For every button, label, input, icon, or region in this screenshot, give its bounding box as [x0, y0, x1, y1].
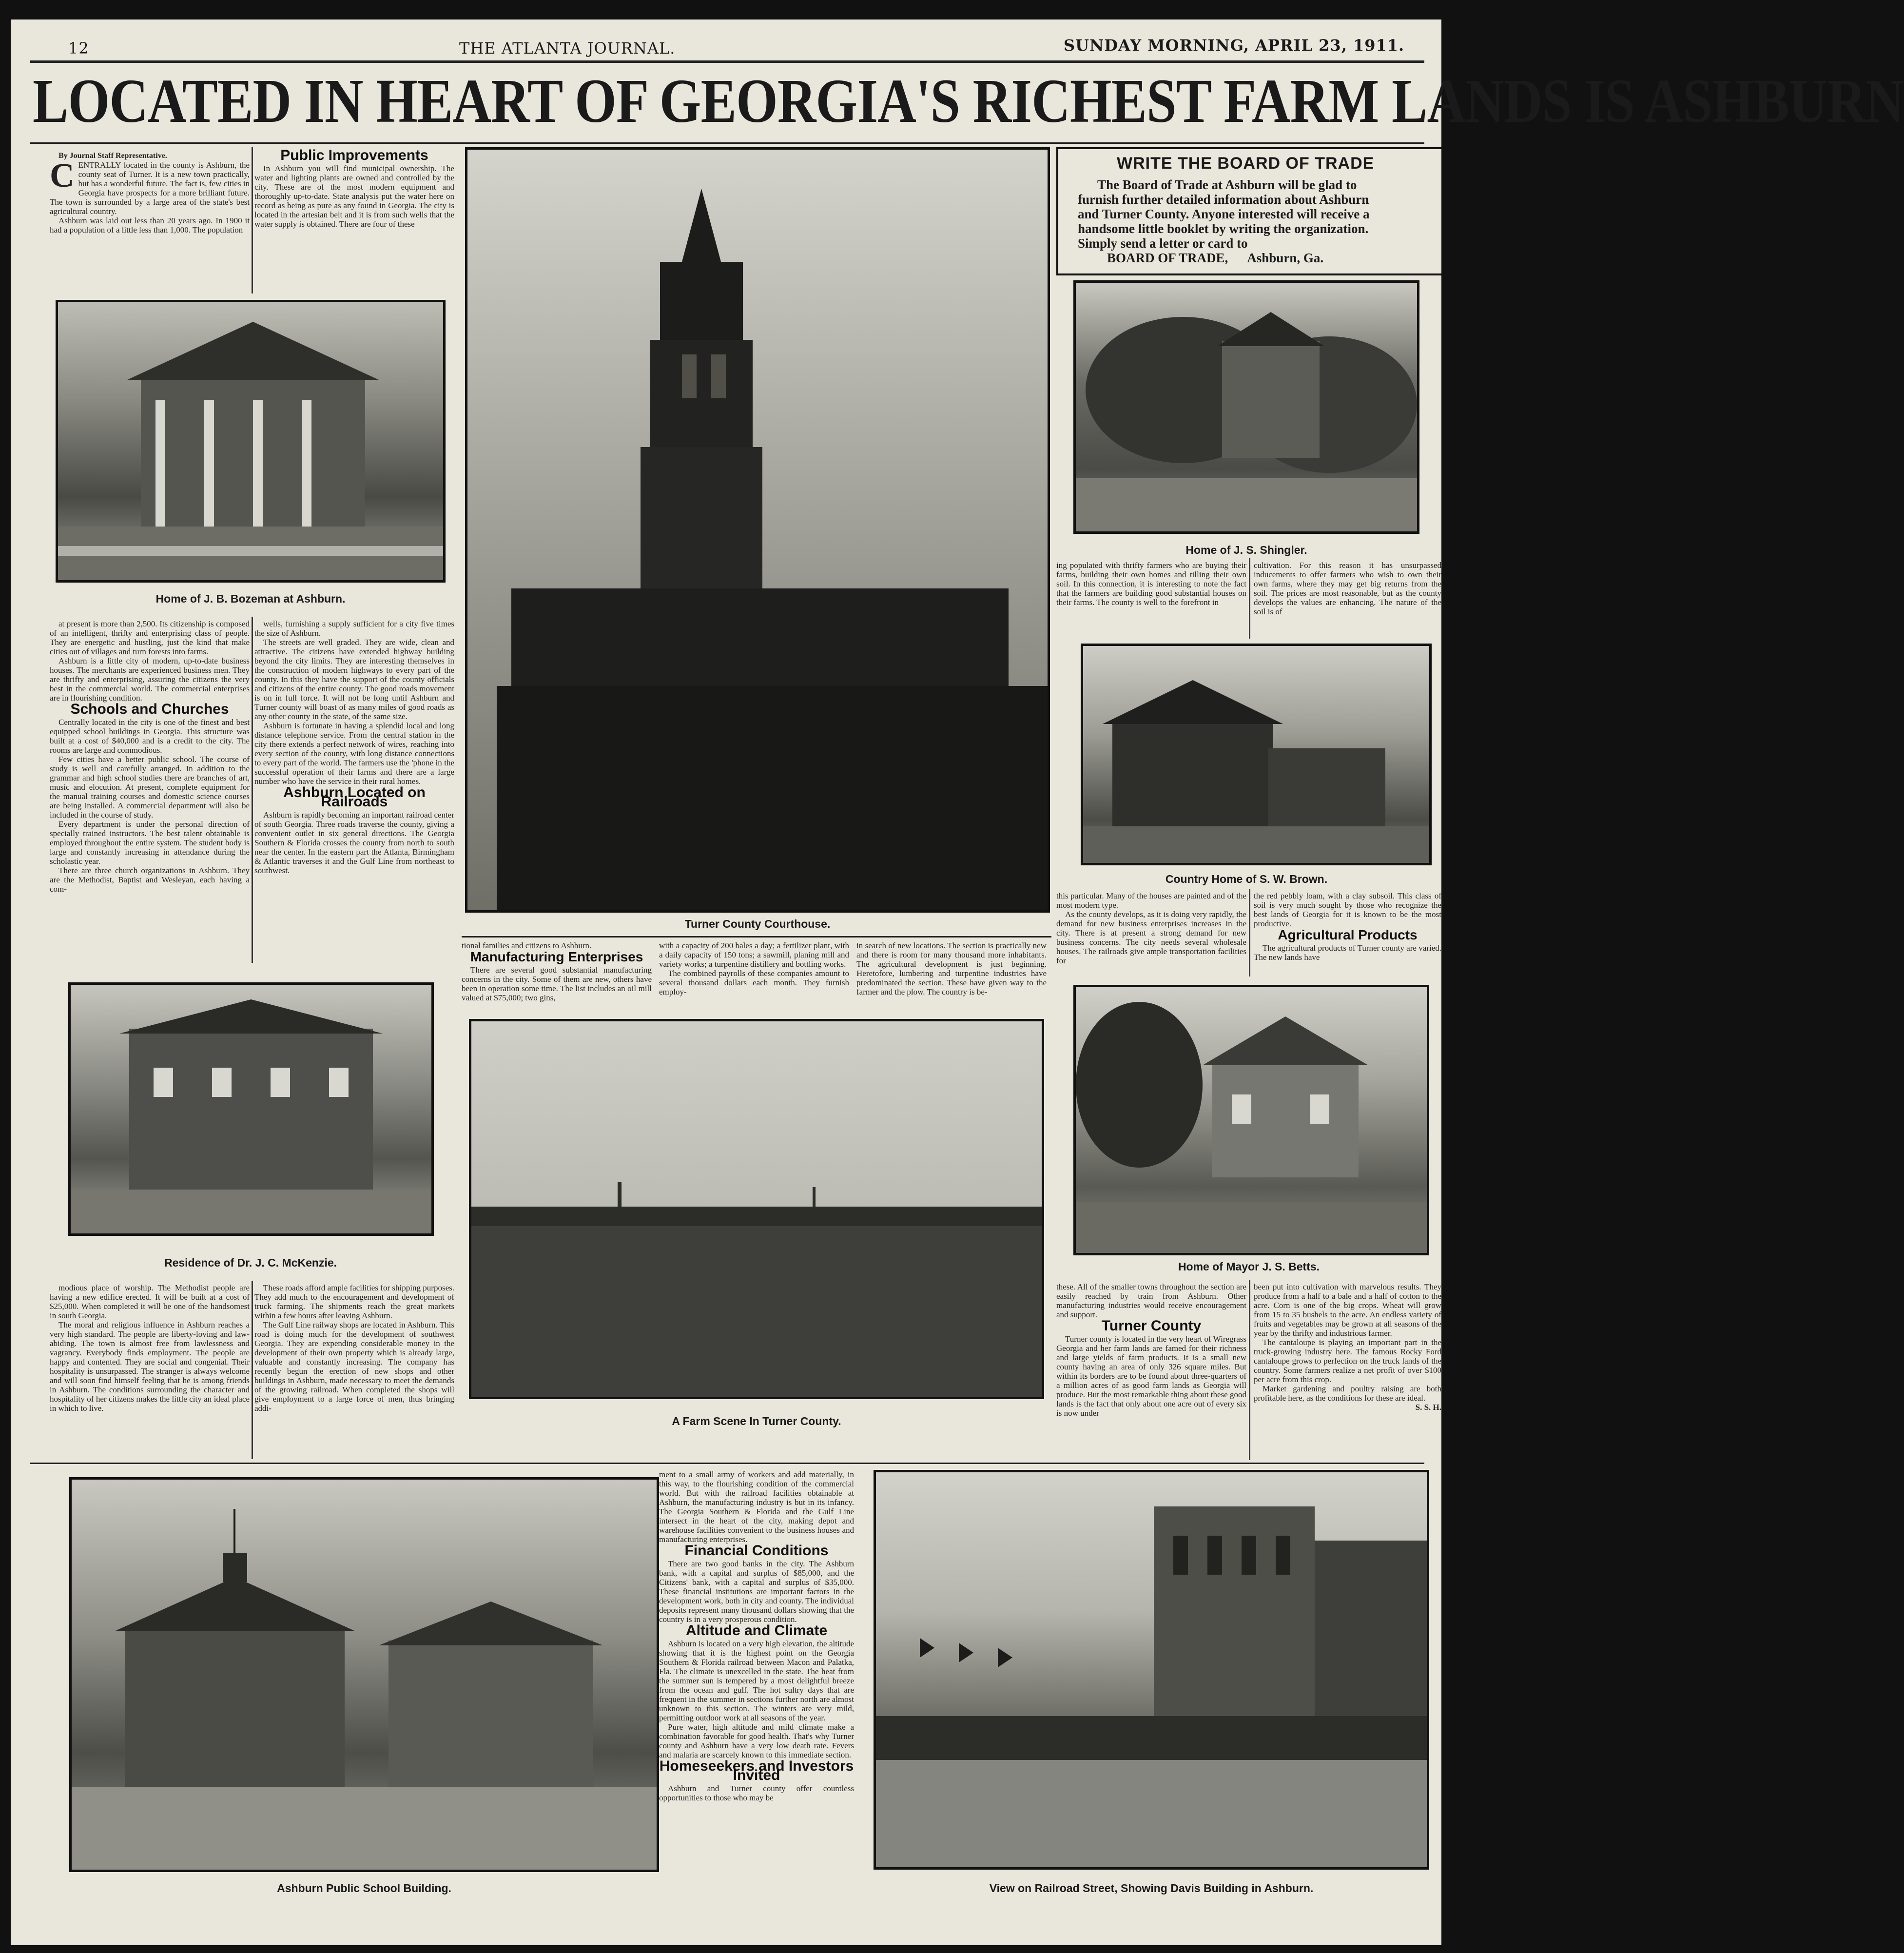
main-headline: LOCATED IN HEART OF GEORGIA'S RICHEST FARM LANDS IS ASHBURN [33, 66, 1904, 136]
byline: By Journal Staff Representative. [58, 152, 167, 160]
board-of-trade-box [1056, 147, 1445, 275]
col2-low-text: These roads afford ample facilities for shipping purposes. They add much to the encouragement and development of truck farming. The shipments reach the great markets within a few hours after leaving Ashburn. [254, 1283, 454, 1320]
photo-bozeman-home [56, 300, 446, 583]
board-line-1: The Board of Trade at Ashburn will be glad to [1097, 177, 1357, 192]
caption-railroad-street: View on Railroad Street, Showing Davis Building in Ashburn. [989, 1882, 1314, 1894]
right-b-text: cultivation. For this reason it has unsurpassed inducements to offer farmers who wish to own their own farms, where they may get big returns from the soil. The prices are most reasonable, but as the county develops the values are enhancing. The nature of the soil is of [1254, 561, 1441, 616]
right-c-text-2: As the county develops, as it is doing very rapidly, the demand for new business enterprises increases in the city. There is at present a strong demand for new business concerns. The city needs several wholesale houses. The railroads give ample transportation facilities for [1056, 910, 1246, 965]
farm-field-illustration [471, 1021, 1042, 1397]
right-b-column [1254, 561, 1441, 639]
subhead-agricultural: Agricultural Products [1278, 927, 1418, 942]
col1-low-text: modious place of worship. The Methodist people are having a new edifice erected. It will be built at a cost of $25,000. When completed it will be one of the handsomest in south Georgia. [50, 1283, 250, 1320]
col2-low-text-2: The Gulf Line railway shops are located in Ashburn. This road is doing much for the development of southwest Georgia. They are expending considerable money in the development of their own property which is already large, valuable and constantly increasing. The company has recently begun the erection of new shops and other buildings in Ashburn, made necessary to meet the demands of the growing railroad. When completed the shops will give employment to a large force of men, thus bringing addi- [254, 1320, 454, 1413]
intro-column [50, 151, 250, 293]
caption-mckenzie: Residence of Dr. J. C. McKenzie. [164, 1256, 337, 1269]
intro-text-2: Ashburn was laid out less than 20 years ago. In 1900 it had a population of a little less than 1,000. The population [50, 216, 250, 234]
issue-date: SUNDAY MORNING, APRIL 23, 1911. [1064, 36, 1405, 55]
courthouse-illustration [467, 150, 1048, 910]
center-low-text: ment to a small army of workers and add materially, in this way, to the flourishing condition of the commercial world. But with the railroad facilities obtainable at Ashburn, the manufacturing industry is but in its infancy. The Georgia Southern & Florida and the Gulf Line intersect in the heart of the city, making depot and warehouse facilities convenient to the business houses and manufacturing enterprises. [659, 1470, 854, 1544]
photo-farm-scene [469, 1019, 1044, 1399]
right-f-text: been put into cultivation with marvelous results. They produce from a half to a bale and a half of cotton to the acre. Corn is one of the big crops. Wheat will grow from 15 to 35 bushels to the acre. An endless variety of fruits and vegetables may be grown at all seasons of the year by the thrifty and industrious farmer. [1254, 1282, 1441, 1338]
manufacturing-text: There are several good substantial manufacturing concerns in the city. Some of them are new, others have been in operation some time. The list includes an oil mill valued at $75,000; two gins, [462, 965, 652, 1002]
betts-house-illustration [1076, 987, 1427, 1253]
financial-text: There are two good banks in the city. The Ashburn bank, with a capital and surplus of $85,000, and the Citizens' bank, with a capital and surplus of $35,000. These financial institutions are important factors in the development work, both in city and county. The individual deposits represent many thousand dollars showing that the country is in a very prosperous condition. [659, 1559, 854, 1624]
right-d-column [1254, 891, 1441, 976]
col2-mid-text-3: Ashburn is fortunate in having a splendid local and long distance telephone service. From the central station in the city there extends a perfect network of wires, reaching into every section of the county, with long distance connections to every part of the world. The farmers use the 'phone in the successful operation of their farms and there are a large number who have the service in their rural homes. [254, 721, 454, 786]
subhead-homeseekers: Homeseekers and Investors Invited [659, 1758, 854, 1783]
agricultural-text: The agricultural products of Turner county are varied. The new lands have [1254, 943, 1441, 962]
intro-text: ENTRALLY located in the county is Ashburn, the county seat of Turner. It is a new town practically, but has a wonderful future. The fact is, few cities in Georgia have prospects for a more brilliant future. The town is surrounded by a large area of the state's best agricultural country. [50, 160, 250, 216]
subhead-schools: Schools and Churches [70, 701, 229, 717]
masthead-rule [30, 60, 1424, 63]
photo-courthouse [465, 147, 1050, 913]
turner-county-column [1056, 1282, 1246, 1460]
schools-text-3: Every department is under the personal direction of specially trained instructors. The best talent obtainable is employed throughout the entire system. The student body is large and constantly increasing in attendance during the scholastic year. [50, 820, 250, 866]
column-rule-4 [1249, 558, 1250, 639]
column-rule-3 [252, 1281, 253, 1459]
turner-county-text: Turner county is located in the very heart of Wiregrass Georgia and her farm lands are famed for their richness and large yields of farm products. It is a small new county having an area of only 326 square miles. But within its borders are to be found about three-quarters of a million acres of as good farm lands as Georgia will produce. But the most remarkable thing about these good lands is the fact that only about one acre out of every six is now under [1056, 1334, 1246, 1418]
column-rule-6 [1249, 1280, 1250, 1460]
subhead-railroads: Ashburn Located on Railroads [283, 784, 426, 810]
right-d-text: the red pebbly loam, with a clay subsoil. This class of soil is very much sought by those who recognize the best lands of Georgia for it is known to be the most productive. [1254, 891, 1441, 928]
public-improvements-text: In Ashburn you will find municipal ownership. The water and lighting plants are owned and controlled by the city. These are of the most modern equipment and thoroughly up-to-date. State analysis put the water here on record as being as pure as any found in Georgia. The city is located in the artesian belt and it is from such wells that the water supply is obtained. There are four of these [254, 164, 454, 229]
schools-text-2: Few cities have a better public school. The course of study is well and carefully arranged. In addition to the grammar and high school studies there are branches of art, music and elocution. At present, complete equipment for the manual training courses and domestic science courses are being installed. A commercial department will also be included in the course of study. [50, 755, 250, 820]
board-signature: BOARD OF TRADE, Ashburn, Ga. [1107, 251, 1324, 265]
board-line-4: handsome little booklet by writing the organization. [1078, 221, 1369, 236]
subhead-turner-county: Turner County [1101, 1318, 1202, 1334]
photo-betts-home [1073, 985, 1429, 1255]
col1-low-text-2: The moral and religious influence in Ashburn reaches a very high standard. The people are liberty-loving and law-abiding. The town is almost free from lawlessness and vagrancy. Everybody finds employment. The people are happy and contented. They are social and congenial. Their hospitality is unsurpassed. The stranger is always welcome and will soon find himself feeling that he is among friends in Ashburn. The conditions surrounding the character and hospitality of her citizens makes the little city an ideal place in which to live. [50, 1320, 250, 1413]
caption-school: Ashburn Public School Building. [277, 1882, 451, 1894]
caption-bozeman: Home of J. B. Bozeman at Ashburn. [155, 592, 346, 605]
board-line-2: furnish further detailed information about Ashburn [1078, 192, 1369, 207]
column-rule-5 [1249, 889, 1250, 976]
homeseekers-text: Ashburn and Turner county offer countless opportunities to those who may be [659, 1784, 854, 1802]
right-a-text: ing populated with thrifty farmers who are buying their farms, building their own homes and tilling their own soil. In this connection, it is interesting to note the fact that the farmers are building good substantial houses on their farms. The county is well to the forefront in [1056, 561, 1246, 607]
paper-name: THE ATLANTA JOURNAL. [459, 39, 676, 58]
mckenzie-house-illustration [71, 985, 431, 1233]
churches-text: There are three church organizations in Ashburn. They are the Methodist, Baptist and Wesleyan, each having a com- [50, 866, 250, 894]
photo-mckenzie-residence [68, 982, 434, 1236]
photo-railroad-street [874, 1470, 1429, 1870]
center-b-text-2: The combined payrolls of these companies amount to several thousand dollars each month. They furnish employ- [659, 969, 849, 996]
caption-shingler: Home of J. S. Shingler. [1185, 544, 1307, 556]
drop-cap: C [50, 157, 75, 195]
subhead-public-improvements: Public Improvements [280, 147, 428, 163]
railroads-text: Ashburn is rapidly becoming an important railroad center of south Georgia. Three roads traverse the county, giving a convenient outlet in six general directions. The Georgia Southern & Florida crosses the county from north to south near the center. In the eastern part the Atlanta, Birmingham & Atlantic traverses it and the Gulf Line from northeast to southwest. [254, 810, 454, 875]
roads-column [254, 619, 454, 960]
manufacturing-column [462, 941, 652, 1026]
right-c-text: this particular. Many of the houses are painted and of the most modern type. [1056, 891, 1246, 910]
right-c-column [1056, 891, 1246, 976]
photo-brown-country-home [1081, 644, 1432, 865]
right-a-column [1056, 561, 1246, 639]
caption-betts: Home of Mayor J. S. Betts. [1178, 1260, 1320, 1273]
caption-brown: Country Home of S. W. Brown. [1165, 873, 1328, 885]
railroad-shops-column [254, 1283, 454, 1459]
board-line-5: Simply send a letter or card to [1078, 236, 1248, 251]
caption-farm: A Farm Scene In Turner County. [672, 1415, 841, 1427]
religion-column [50, 1283, 250, 1459]
right-e-text: these. All of the smaller towns throughout the section are easily reached by train from Ashburn. Other manufacturing industries would receive encouragement and support. [1056, 1282, 1246, 1319]
page-number: 12 [68, 39, 89, 58]
lower-section-rule [30, 1463, 1424, 1464]
railroad-street-illustration [876, 1472, 1427, 1867]
schools-column [50, 619, 250, 960]
column-rule-1 [252, 147, 253, 293]
public-improvements-column [254, 149, 454, 293]
headline-rule [30, 142, 1424, 144]
board-line-3: and Turner County. Anyone interested will receive a [1078, 207, 1370, 221]
subhead-financial: Financial Conditions [684, 1543, 829, 1559]
crops-column [1254, 1282, 1441, 1460]
altitude-text: Ashburn is located on a very high elevation, the altitude showing that it is the highest point on the Georgia Southern & Florida railroad between Macon and Palatka, Fla. The climate is unexcelled in the state. The heat from the summer sun is tempered by a most delightful breeze from the ocean and gulf. The hot sultry days that are frequent in the summer in sections further north are almost unknown to this section. The winters are very mild, permitting outdoor work at all seasons of the year. [659, 1639, 854, 1722]
caption-courthouse: Turner County Courthouse. [684, 918, 831, 930]
school-building-illustration [72, 1480, 657, 1870]
center-c-text: in search of new locations. The section is practically new and there is room for many thousand more inhabitants. The agricultural development is just beginning. Heretofore, lumbering and turpentine industries have predominated the section. These have given way to the farmer and the plow. The country is be- [856, 941, 1047, 996]
new-locations-column [856, 941, 1047, 1026]
subhead-altitude: Altitude and Climate [685, 1622, 828, 1639]
column-rule-2 [252, 617, 253, 963]
financial-column [659, 1470, 854, 1940]
right-f-text-2: The cantaloupe is playing an important part in the truck-growing industry here. The famous Rocky Ford cantaloupe grows to perfection on the truck lands of the country. Some farmers realize a net profit of over $100 per acre from this crop. [1254, 1338, 1441, 1384]
photo-shingler-home [1073, 280, 1419, 534]
col2-mid-text: wells, furnishing a supply sufficient for a city five times the size of Ashburn. [254, 619, 454, 638]
center-b-text: with a capacity of 200 bales a day; a fertilizer plant, with a daily capacity of 150 tons; a sawmill, planing mill and variety works; a turpentine distillery and bottling works. [659, 941, 849, 969]
brown-house-illustration [1083, 646, 1429, 863]
newspaper-page [11, 20, 1904, 1945]
subhead-manufacturing: Manufacturing Enterprises [470, 949, 643, 964]
col2-mid-text-2: The streets are well graded. They are wide, clean and attractive. The citizens have extended highway building beyond the city limits. They are interesting themselves in the construction of modern highways to every part of the county. In this they have the support of the county officials and citizens of the entire county. The good roads movement is on in full force. It will not be long until Ashburn and Turner county will boast of as many miles of good roads as any other county in the state, of the same size. [254, 638, 454, 721]
schools-text: Centrally located in the city is one of the finest and best equipped school buildings in Georgia. This structure was built at a cost of $40,000 and is a credit to the city. The rooms are large and commodious. [50, 718, 250, 755]
center-rule [462, 936, 1051, 937]
right-f-text-3: Market gardening and poultry raising are both profitable here, as the conditions for these are ideal. [1254, 1384, 1441, 1403]
center-a-text: tional families and citizens to Ashburn. [462, 941, 592, 950]
payroll-column [659, 941, 849, 1026]
col1-mid-text: at present is more than 2,500. Its citizenship is composed of an intelligent, thrifty and enterprising class of people. They are energetic and hustling, just the kind that make cities out of villages and turn forests into farms. [50, 619, 250, 656]
col1-mid-text-2: Ashburn is a little city of modern, up-to-date business houses. The merchants are experienced business men. They are thrifty and enterprising, assuring the citizens the very best in the commercial world. The commercial enterprises are in flourishing condition. [50, 656, 250, 703]
board-of-trade-title: WRITE THE BOARD OF TRADE [1117, 154, 1375, 173]
bozeman-house-illustration [58, 302, 443, 580]
shingler-house-illustration [1076, 283, 1417, 531]
signoff: S. S. H. [1415, 1403, 1441, 1412]
altitude-text-2: Pure water, high altitude and mild climate make a combination favorable for good health. That's why Turner county and Ashburn have a very low death rate. Fevers and malaria are scarcely known to this immediate section. [659, 1722, 854, 1759]
photo-public-school [69, 1477, 659, 1872]
